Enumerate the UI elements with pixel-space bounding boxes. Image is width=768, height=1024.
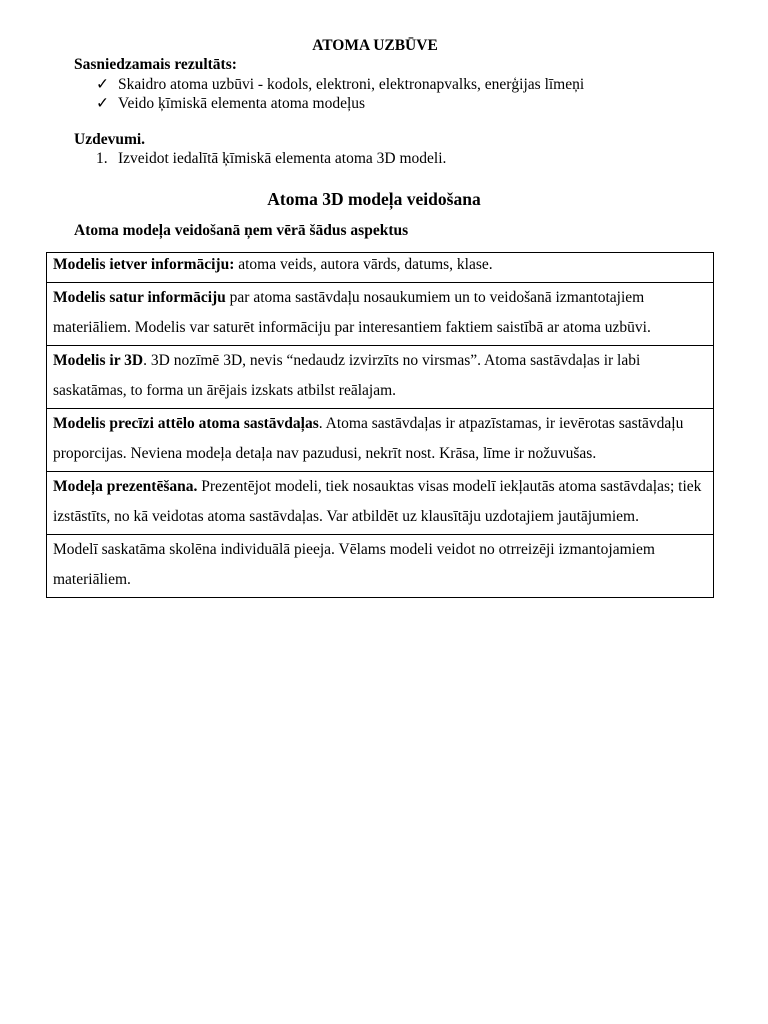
criterion-text: Modelī saskatāma skolēna individuālā pieeja. Vēlams modeli veidot no otrreizēji izmantojamiem materiāliem.	[53, 541, 655, 588]
criterion-bold: Modelis precīzi attēlo atoma sastāvdaļas	[53, 415, 319, 432]
checkmark-icon: ✓	[96, 95, 109, 112]
table-cell	[47, 472, 714, 535]
table-cell	[47, 535, 714, 598]
results-heading: Sasniedzamais rezultāts:	[74, 56, 237, 73]
table-row	[47, 409, 714, 472]
results-list	[96, 75, 584, 113]
criterion-text: . 3D nozīmē 3D, nevis “nedaudz izvirzīts no virsmas”. Atoma sastāvdaļas ir labi saskatāmas, to forma un ārējais izskats atbilst reālajam.	[53, 352, 641, 399]
criterion-bold: Modeļa prezentēšana.	[53, 478, 198, 495]
criterion-text: . Atoma sastāvdaļas ir atpazīstamas, ir ievērotas sastāvdaļu proporcijas. Neviena modeļa detaļa nav pazudusi, nekrīt nost. Krāsa, līme ir nožuvušas.	[53, 415, 684, 462]
criteria-table	[46, 252, 714, 598]
table-cell	[47, 253, 714, 283]
section-subtitle: Atoma modeļa veidošanā ņem vērā šādus aspektus	[74, 222, 409, 239]
criterion-bold: Modelis ietver informāciju:	[53, 256, 235, 273]
result-text: Skaidro atoma uzbūvi - kodols, elektroni, elektronapvalks, enerģijas līmeņi	[118, 76, 585, 93]
criterion-bold: Modelis ir 3D	[53, 352, 144, 369]
checkmark-icon: ✓	[96, 76, 109, 93]
task-number: 1.	[96, 150, 108, 167]
table-row	[47, 535, 714, 598]
criterion-bold: Modelis satur informāciju	[53, 289, 226, 306]
list-item	[96, 149, 446, 168]
tasks-list	[96, 149, 446, 168]
table-cell	[47, 409, 714, 472]
tasks-heading: Uzdevumi.	[74, 131, 146, 148]
task-text: Izveidot iedalītā ķīmiskā elementa atoma 3D modeli.	[118, 150, 447, 167]
table-row	[47, 346, 714, 409]
table-row	[47, 283, 714, 346]
criterion-text: par atoma sastāvdaļu nosaukumiem un to veidošanā izmantotajiem materiāliem. Modelis var saturēt informāciju par interesantiem faktiem saistībā ar atoma uzbūvi.	[53, 289, 651, 336]
table-row	[47, 472, 714, 535]
criterion-text: atoma veids, autora vārds, datums, klase.	[234, 256, 493, 273]
result-text: Veido ķīmiskā elementa atoma modeļus	[118, 95, 366, 112]
table-cell	[47, 283, 714, 346]
criterion-text: Prezentējot modeli, tiek nosauktas visas modelī iekļautās atoma sastāvdaļas; tiek izstāstīts, no kā veidotas atoma sastāvdaļas. Var atbildēt uz klausītāju uzdotajiem jautājumiem.	[53, 478, 702, 525]
list-item	[96, 94, 584, 113]
section-title: Atoma 3D modeļa veidošana	[267, 189, 481, 209]
document-title: ATOMA UZBŪVE	[312, 37, 438, 54]
table-row	[47, 253, 714, 283]
table-cell	[47, 346, 714, 409]
list-item	[96, 75, 584, 94]
